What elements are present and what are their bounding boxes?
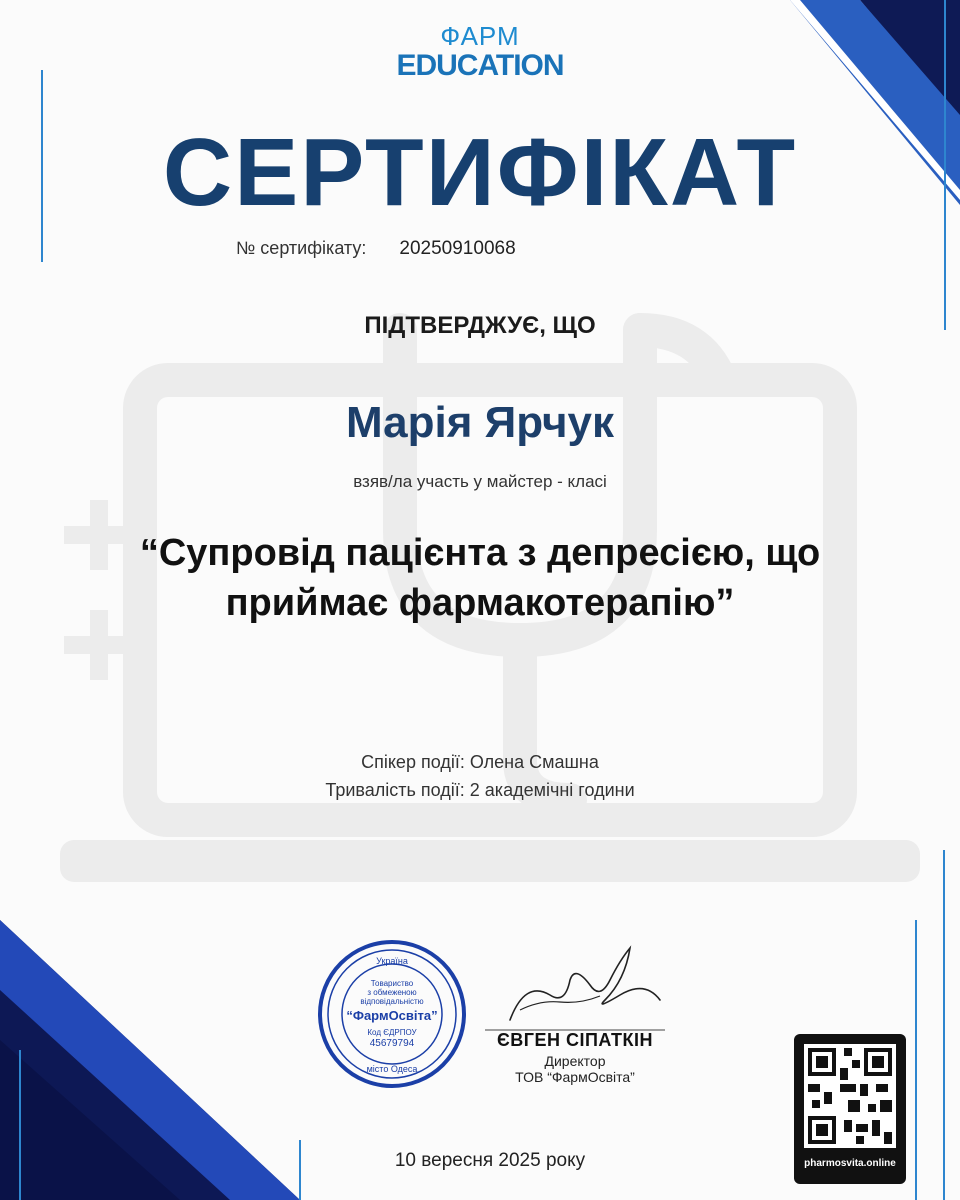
signer-organization: ТОВ “ФармОсвіта” [515,1069,635,1085]
course-title-line-1: “Супровід пацієнта з депресією, що [139,532,821,574]
stamp-company-name: “ФармОсвіта” [346,1008,438,1023]
company-seal-stamp [316,938,468,1090]
recipient-name: Марія Ярчук [345,398,615,447]
signer-name: ЄВГЕН СІПАТКІН [496,1030,654,1050]
stamp-line-2: з обмеженою [367,988,417,997]
signer-position: Директор [544,1053,606,1069]
course-title [60,528,900,628]
stamp-code: 45679794 [369,1038,415,1049]
certificate-number [236,238,516,260]
stamp-code-label: Код ЄДРПОУ [367,1028,417,1037]
confirms-heading: ПІДТВЕРДЖУЄ, ЩО [364,312,596,339]
farm-education-logo [380,22,580,82]
stamp-line-1: Товариство [370,979,414,988]
event-details [0,748,960,804]
logo-line-1: ФАРМ [440,21,520,51]
signer-block [480,1030,670,1085]
stamp-line-3: відповідальністю [360,997,424,1006]
certificate-title: СЕРТИФІКАТ [162,119,798,226]
event-speaker: Спікер події: Олена Смашна [361,752,599,772]
qr-code-icon [804,1044,896,1148]
logo-line-2: EDUCATION [396,49,564,82]
course-title-line-2: приймає фармакотерапію” [225,582,735,624]
stamp-city: місто Одеса [366,1064,418,1074]
participation-text: взяв/ла участь у майстер - класі [353,472,607,491]
qr-url[interactable]: pharmosvita.online [804,1158,896,1169]
event-duration: Тривалість події: 2 академічні години [325,780,635,800]
stamp-country: Україна [376,956,408,966]
certificate-number-label: № сертифікату: [236,238,367,258]
certificate-number-value: 20250910068 [399,238,516,259]
director-signature [480,940,670,1035]
qr-code-card[interactable] [794,1034,906,1184]
issue-date: 10 вересня 2025 року [394,1150,586,1171]
